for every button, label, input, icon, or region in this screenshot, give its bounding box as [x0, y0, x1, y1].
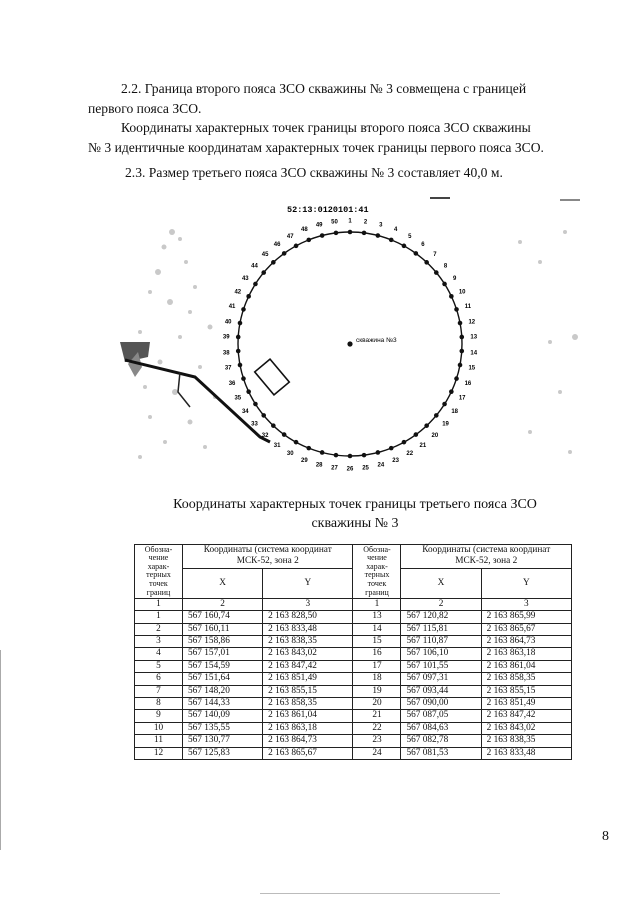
coord-y: 2 163 864,73: [481, 636, 571, 648]
boundary-point-label: 41: [228, 304, 236, 311]
boundary-point-label: 18: [451, 408, 459, 415]
boundary-point-label: 35: [234, 395, 242, 402]
boundary-point-marker: [414, 432, 419, 437]
coord-y: 2 163 833,48: [481, 747, 571, 759]
coordinates-table-body: [135, 611, 572, 760]
point-number: 4: [135, 648, 183, 660]
coord-y: 2 163 864,73: [263, 735, 353, 747]
boundary-point-label: 3: [379, 222, 383, 229]
coord-y: 2 163 855,15: [263, 685, 353, 697]
column-number: 3: [263, 598, 353, 610]
boundary-point-label: 12: [468, 319, 476, 326]
coord-x: 567 148,20: [183, 685, 263, 697]
boundary-point-label: 22: [406, 451, 414, 458]
coord-x: 567 135,55: [183, 722, 263, 734]
point-number: 3: [135, 636, 183, 648]
boundary-point-marker: [236, 335, 241, 340]
boundary-point-marker: [442, 402, 447, 407]
parcel-cadastral-label: 52:13:0120101:41: [287, 205, 369, 215]
column-numbering-row: [135, 598, 572, 610]
point-number: 20: [353, 698, 401, 710]
boundary-point-label: 13: [470, 334, 478, 341]
point-number: 17: [353, 660, 401, 672]
table-row: [135, 648, 572, 660]
table-row: [135, 710, 572, 722]
point-number: 16: [353, 648, 401, 660]
boundary-point-label: 9: [453, 276, 457, 283]
point-number: 15: [353, 636, 401, 648]
paragraph-2-2-line1: 2.2. Граница второго пояса ЗСО скважины № 3 совмещена с границей: [121, 81, 527, 96]
boundary-point-label: 27: [331, 465, 338, 472]
boundary-point-marker: [402, 244, 407, 249]
coord-y: 2 163 847,42: [481, 710, 571, 722]
boundary-point-marker: [376, 233, 381, 238]
boundary-point-marker: [306, 238, 311, 243]
table-caption-line2: скважины № 3: [311, 516, 399, 531]
well-label: скважина №3: [356, 337, 397, 344]
boundary-point-label: 37: [224, 365, 232, 372]
coord-x: 567 144,33: [183, 698, 263, 710]
coord-y: 2 163 865,67: [481, 623, 571, 635]
scan-noise: [138, 229, 578, 459]
boundary-point-marker: [458, 321, 463, 326]
boundary-point-marker: [334, 231, 339, 236]
coord-y: 2 163 855,15: [481, 685, 571, 697]
table-row: [135, 685, 572, 697]
boundary-point-marker: [334, 453, 339, 458]
zone-scheme-drawing: [120, 192, 590, 477]
coord-y: 2 163 851,49: [481, 698, 571, 710]
boundary-point-marker: [424, 260, 429, 265]
header-coordinates-right: Координаты (система координат МСК-52, зона 2: [401, 545, 572, 569]
point-number: 9: [135, 710, 183, 722]
coord-x: 567 110,87: [401, 636, 481, 648]
boundary-point-label: 14: [470, 350, 478, 357]
table-row: [135, 673, 572, 685]
boundary-point-label: 45: [261, 252, 269, 259]
boundary-point-marker: [241, 376, 246, 381]
coord-y: 2 163 838,35: [263, 636, 353, 648]
boundary-point-marker: [348, 454, 353, 459]
boundary-point-marker: [459, 335, 464, 340]
boundary-point-marker: [238, 321, 243, 326]
point-number: 21: [353, 710, 401, 722]
table-row: [135, 698, 572, 710]
table-row: [135, 623, 572, 635]
coord-y: 2 163 847,42: [263, 660, 353, 672]
coord-x: 567 154,59: [183, 660, 263, 672]
coord-y: 2 163 843,02: [263, 648, 353, 660]
coord-x: 567 140,09: [183, 710, 263, 722]
boundary-point-marker: [424, 423, 429, 428]
boundary-point-marker: [261, 413, 266, 418]
boundary-point-marker: [320, 233, 325, 238]
column-number: 2: [401, 598, 481, 610]
boundary-point-label: 23: [392, 457, 399, 464]
coord-y: 2 163 843,02: [481, 722, 571, 734]
boundary-point-marker: [389, 446, 394, 451]
paragraph-2-2-line2: первого пояса ЗСО.: [88, 101, 202, 116]
coord-y: 2 163 828,50: [263, 611, 353, 623]
boundary-point-label: 47: [286, 233, 294, 240]
table-row: [135, 722, 572, 734]
boundary-point-marker: [362, 453, 367, 458]
boundary-point-marker: [241, 307, 246, 312]
coord-x: 567 115,81: [401, 623, 481, 635]
boundary-point-label: 10: [458, 289, 466, 296]
boundary-point-label: 26: [346, 466, 354, 473]
point-number: 11: [135, 735, 183, 747]
boundary-point-marker: [294, 440, 299, 445]
boundary-point-label: 2: [363, 219, 368, 226]
paragraph-2-2: [88, 79, 605, 119]
boundary-point-label: 29: [301, 457, 308, 464]
point-number: 22: [353, 722, 401, 734]
parcel-boundary-line-2: [178, 372, 190, 407]
header-point-designation-right: Обозна-чение харак-терных точек границ: [353, 545, 401, 599]
boundary-point-marker: [459, 349, 464, 354]
coord-y: 2 163 865,67: [263, 747, 353, 759]
header-point-designation: Обозна-чение харак-терных точек границ: [135, 545, 183, 599]
boundary-point-label: 42: [234, 289, 242, 296]
boundary-point-label: 11: [464, 304, 472, 311]
boundary-point-marker: [294, 244, 299, 249]
boundary-point-marker: [376, 450, 381, 455]
point-number: 5: [135, 660, 183, 672]
header-x-right: X: [401, 568, 481, 598]
paragraph-coordinates-note-line1: Координаты характерных точек границы второго пояса ЗСО скважины: [121, 120, 531, 135]
point-number: 13: [353, 611, 401, 623]
coord-x: 567 081,53: [401, 747, 481, 759]
boundary-point-label: 34: [241, 408, 249, 415]
table-caption: [120, 495, 590, 533]
coordinates-table: [134, 544, 572, 760]
coord-x: 567 106,10: [401, 648, 481, 660]
boundary-point-marker: [271, 260, 276, 265]
point-number: 1: [135, 611, 183, 623]
coord-y: 2 163 863,18: [481, 648, 571, 660]
boundary-point-label: 36: [228, 380, 236, 387]
boundary-point-marker: [261, 270, 266, 275]
coord-x: 567 160,11: [183, 623, 263, 635]
coord-x: 567 101,55: [401, 660, 481, 672]
boundary-point-label: 40: [224, 319, 232, 326]
coord-x: 567 097,31: [401, 673, 481, 685]
boundary-point-marker: [442, 282, 447, 287]
boundary-point-label: 17: [458, 395, 466, 402]
coord-x: 567 120,82: [401, 611, 481, 623]
boundary-point-label: 7: [433, 252, 437, 259]
boundary-point-marker: [449, 294, 454, 299]
column-number: 2: [183, 598, 263, 610]
boundary-point-label: 4: [393, 227, 398, 234]
point-number: 8: [135, 698, 183, 710]
table-row: [135, 611, 572, 623]
coord-x: 567 084,63: [401, 722, 481, 734]
paragraph-coordinates-note-line2: № 3 идентичные координатам характерных точек границы первого пояса ЗСО.: [88, 140, 544, 155]
paragraph-coordinates-note: [88, 118, 605, 158]
boundary-point-marker: [246, 294, 251, 299]
table-row: [135, 747, 572, 759]
point-number: 6: [135, 673, 183, 685]
boundary-point-marker: [458, 363, 463, 368]
coord-x: 567 082,78: [401, 735, 481, 747]
coord-y: 2 163 865,99: [481, 611, 571, 623]
boundary-point-marker: [389, 238, 394, 243]
building-outline-group: [255, 359, 290, 395]
coord-x: 567 125,83: [183, 747, 263, 759]
boundary-point-label: 6: [421, 242, 425, 249]
boundary-point-label: 32: [261, 432, 269, 439]
paragraph-2-3: 2.3. Размер третьего пояса ЗСО скважины № 3 составляет 40,0 м.: [125, 165, 503, 180]
boundary-point-marker: [449, 389, 454, 394]
point-number: 12: [135, 747, 183, 759]
boundary-point-label: 44: [251, 263, 258, 270]
header-coordinates: Координаты (система координат МСК-52, зона 2: [183, 545, 353, 569]
boundary-point-marker: [348, 230, 353, 235]
boundary-point-marker: [282, 432, 287, 437]
boundary-point-marker: [434, 413, 439, 418]
point-number: 10: [135, 722, 183, 734]
boundary-point-label: 20: [431, 432, 439, 439]
well-marker: [347, 341, 352, 346]
boundary-point-label: 28: [315, 462, 323, 469]
coord-y: 2 163 863,18: [263, 722, 353, 734]
coord-y: 2 163 861,04: [263, 710, 353, 722]
boundary-point-marker: [238, 363, 243, 368]
boundary-point-marker: [414, 251, 419, 256]
page-number: 8: [602, 829, 609, 844]
coord-x: 567 093,44: [401, 685, 481, 697]
coord-y: 2 163 858,35: [481, 673, 571, 685]
coord-x: 567 158,86: [183, 636, 263, 648]
boundary-point-marker: [402, 440, 407, 445]
boundary-point-label: 39: [222, 334, 230, 341]
boundary-point-marker: [253, 402, 258, 407]
boundary-point-label: 48: [301, 227, 308, 234]
scan-bottom-line: [260, 893, 500, 894]
boundary-point-marker: [320, 450, 325, 455]
boundary-point-label: 1: [348, 218, 352, 225]
table-caption-line1: Координаты характерных точек границы третьего пояса ЗСО: [173, 497, 537, 512]
point-number: 7: [135, 685, 183, 697]
boundary-point-label: 8: [443, 263, 448, 270]
boundary-point-label: 21: [419, 442, 427, 449]
header-y-right: Y: [481, 568, 571, 598]
column-number: 1: [353, 598, 401, 610]
boundary-point-marker: [282, 251, 287, 256]
boundary-point-label: 43: [241, 276, 249, 283]
boundary-point-marker: [236, 349, 241, 354]
coord-x: 567 090,00: [401, 698, 481, 710]
point-number: 23: [353, 735, 401, 747]
point-number: 2: [135, 623, 183, 635]
point-number: 14: [353, 623, 401, 635]
coord-x: 567 151,64: [183, 673, 263, 685]
zone-scheme-figure: [120, 192, 590, 477]
boundary-point-marker: [246, 389, 251, 394]
point-number: 24: [353, 747, 401, 759]
boundary-point-marker: [454, 307, 459, 312]
header-y: Y: [263, 568, 353, 598]
boundary-point-label: 24: [377, 462, 385, 469]
boundary-point-label: 30: [286, 451, 294, 458]
coord-x: 567 087,05: [401, 710, 481, 722]
boundary-point-label: 50: [331, 219, 338, 226]
table-row: [135, 735, 572, 747]
boundary-point-label: 19: [442, 421, 449, 428]
coord-x: 567 160,74: [183, 611, 263, 623]
coord-x: 567 130,77: [183, 735, 263, 747]
coord-y: 2 163 851,49: [263, 673, 353, 685]
boundary-point-label: 16: [464, 380, 472, 387]
header-x: X: [183, 568, 263, 598]
boundary-point-label: 46: [273, 242, 281, 249]
boundary-point-label: 33: [251, 421, 258, 428]
parcel-boundary-line: [125, 360, 270, 442]
boundary-point-marker: [362, 231, 367, 236]
point-number: 18: [353, 673, 401, 685]
column-number: 1: [135, 598, 183, 610]
boundary-point-marker: [454, 376, 459, 381]
boundary-point-marker: [306, 446, 311, 451]
boundary-point-marker: [253, 282, 258, 287]
boundary-point-marker: [434, 270, 439, 275]
coord-y: 2 163 861,04: [481, 660, 571, 672]
coord-y: 2 163 838,35: [481, 735, 571, 747]
column-number: 3: [481, 598, 571, 610]
table-row: [135, 660, 572, 672]
scan-edge-line: [0, 650, 1, 850]
coord-x: 567 157,01: [183, 648, 263, 660]
building-outline: [255, 359, 290, 395]
coord-y: 2 163 833,48: [263, 623, 353, 635]
table-row: [135, 636, 572, 648]
boundary-point-label: 15: [468, 365, 476, 372]
boundary-point-label: 49: [315, 222, 323, 229]
boundary-point-label: 25: [362, 465, 369, 472]
boundary-point-label: 5: [408, 233, 412, 240]
boundary-point-label: 38: [222, 350, 230, 357]
coord-y: 2 163 858,35: [263, 698, 353, 710]
point-number: 19: [353, 685, 401, 697]
boundary-point-marker: [271, 423, 276, 428]
boundary-point-label: 31: [273, 442, 281, 449]
